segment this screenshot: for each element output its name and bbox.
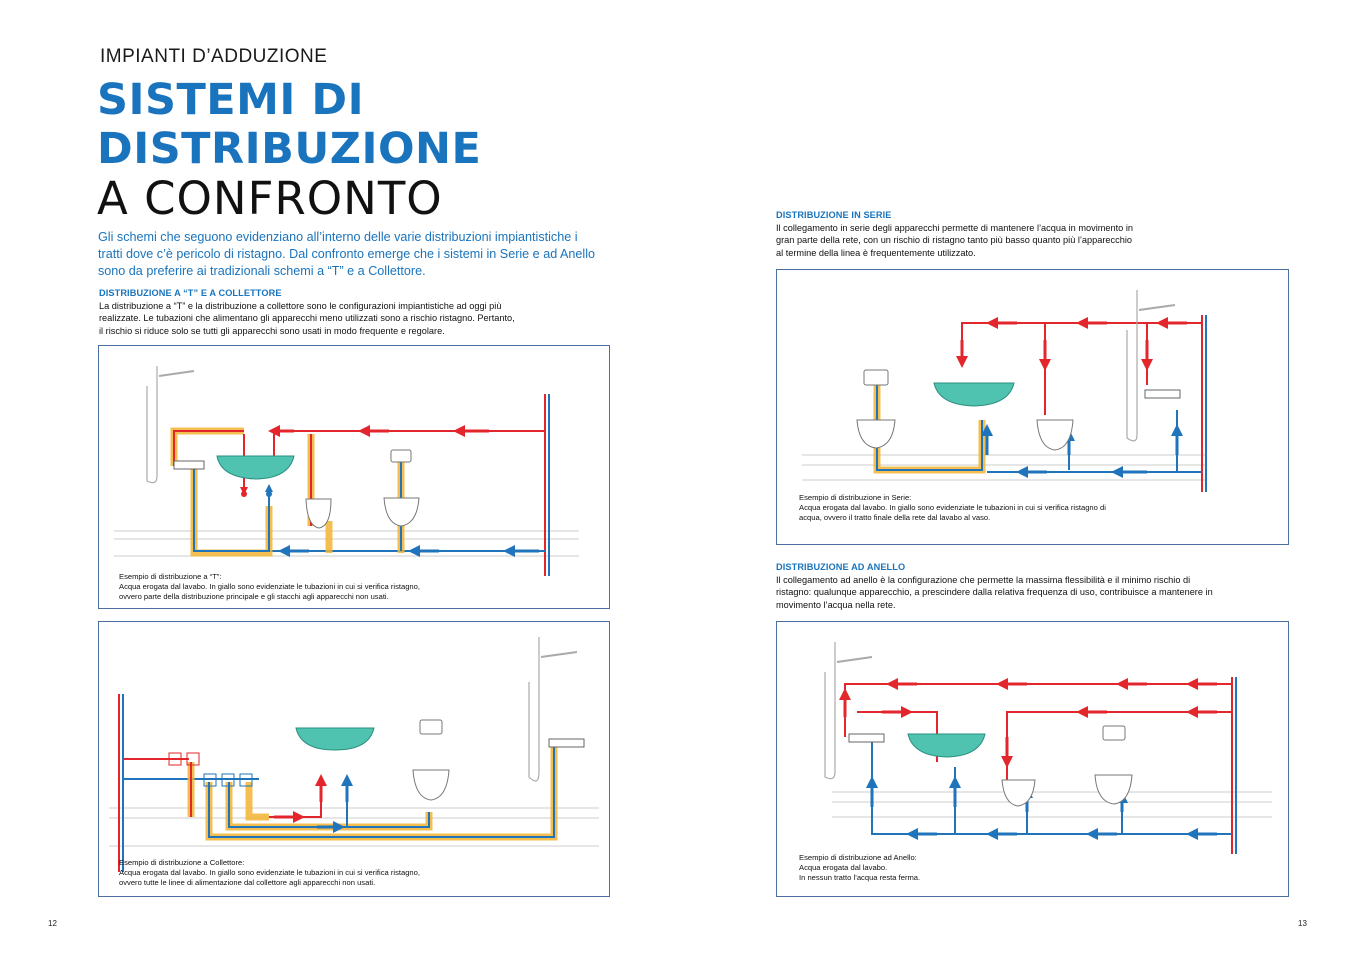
diagram-t-caption-line1: Acqua erogata dal lavabo. In giallo sono evidenziate le tubazioni in cui si verifica ristagno, (119, 582, 420, 591)
section-title-anello: DISTRIBUZIONE AD ANELLO (776, 562, 906, 572)
section-body-serie: Il collegamento in serie degli apparecchi permette di mantenere l’acqua in movimento in gran parte della rete, con un rischio di ristagno tanto più basso quanto più l’apparecchio al termine della linea è frequentemente utilizzato. (776, 223, 1133, 258)
diagram-collettore-caption-line1: Acqua erogata dal lavabo. In giallo sono evidenziate le tubazioni in cui si verifica ristagno, (119, 868, 420, 877)
diagram-collettore-caption-title: Esempio di distribuzione a Collettore: (119, 858, 245, 867)
diagram-t-caption-line2: ovvero parte della distribuzione principale e gli stacchi agli apparecchi non usati. (119, 592, 389, 601)
diagram-t-caption-title: Esempio di distribuzione a “T”: (119, 572, 222, 581)
section-body-t-collettore: La distribuzione a “T” e la distribuzione a collettore sono le configurazioni impiantistiche ad oggi più realizzate. Le tubazioni che alimentano gli apparecchi meno utilizzati sono a rischio ristagno. Pertanto, il rischio si riduce solo se tutti gli apparecchi sono usati in modo frequente e regolare. (99, 301, 515, 336)
diagram-anello-caption-line1: Acqua erogata dal lavabo. (799, 863, 888, 872)
page-number-right: 13 (1298, 919, 1307, 928)
diagram-anello-panel (776, 621, 1289, 897)
diagram-t-panel (98, 345, 610, 609)
page-number-left: 12 (48, 919, 57, 928)
diagram-t-svg (99, 346, 609, 608)
section-body-anello: Il collegamento ad anello è la configurazione che permette la massima flessibilità e il minimo rischio di ristagno: qualunque apparecchio, a prescindere dalla relativa frequenza di uso, contribuisce a mantenere in movimento l’acqua nella rete. (776, 575, 1213, 610)
page-title-line1: SISTEMI DI (97, 75, 365, 125)
diagram-serie-caption-line1: Acqua erogata dal lavabo. In giallo sono evidenziate le tubazioni in cui si verifica ristagno di (799, 503, 1106, 512)
page-title-line2: DISTRIBUZIONE (97, 124, 482, 174)
diagram-collettore-svg (99, 622, 609, 896)
intro-paragraph: Gli schemi che seguono evidenziano all’interno delle varie distribuzioni impiantistiche i tratti dove c’è pericolo di ristagno. Dal confronto emerge che i sistemi in Serie e ad Anello sono da preferire ai tradizionali schemi a “T” e a Collettore. (98, 230, 596, 278)
diagram-collettore-panel (98, 621, 610, 897)
page-title-line3: A CONFRONTO (97, 172, 443, 225)
diagram-serie-panel (776, 269, 1289, 545)
diagram-serie-caption-title: Esempio di distribuzione in Serie: (799, 493, 912, 502)
section-kicker: IMPIANTI D’ADDUZIONE (100, 46, 328, 67)
diagram-anello-caption-line2: In nessun tratto l’acqua resta ferma. (799, 873, 921, 882)
diagram-serie-caption-line2: acqua, ovvero il tratto finale della rete dal lavabo al vaso. (799, 513, 991, 522)
section-title-t-collettore: DISTRIBUZIONE A “T” E A COLLETTORE (99, 288, 282, 298)
section-title-serie: DISTRIBUZIONE IN SERIE (776, 210, 892, 220)
diagram-anello-caption-title: Esempio di distribuzione ad Anello: (799, 853, 917, 862)
diagram-collettore-caption-line2: ovvero tutte le linee di alimentazione dal collettore agli apparecchi non usati. (119, 878, 376, 887)
